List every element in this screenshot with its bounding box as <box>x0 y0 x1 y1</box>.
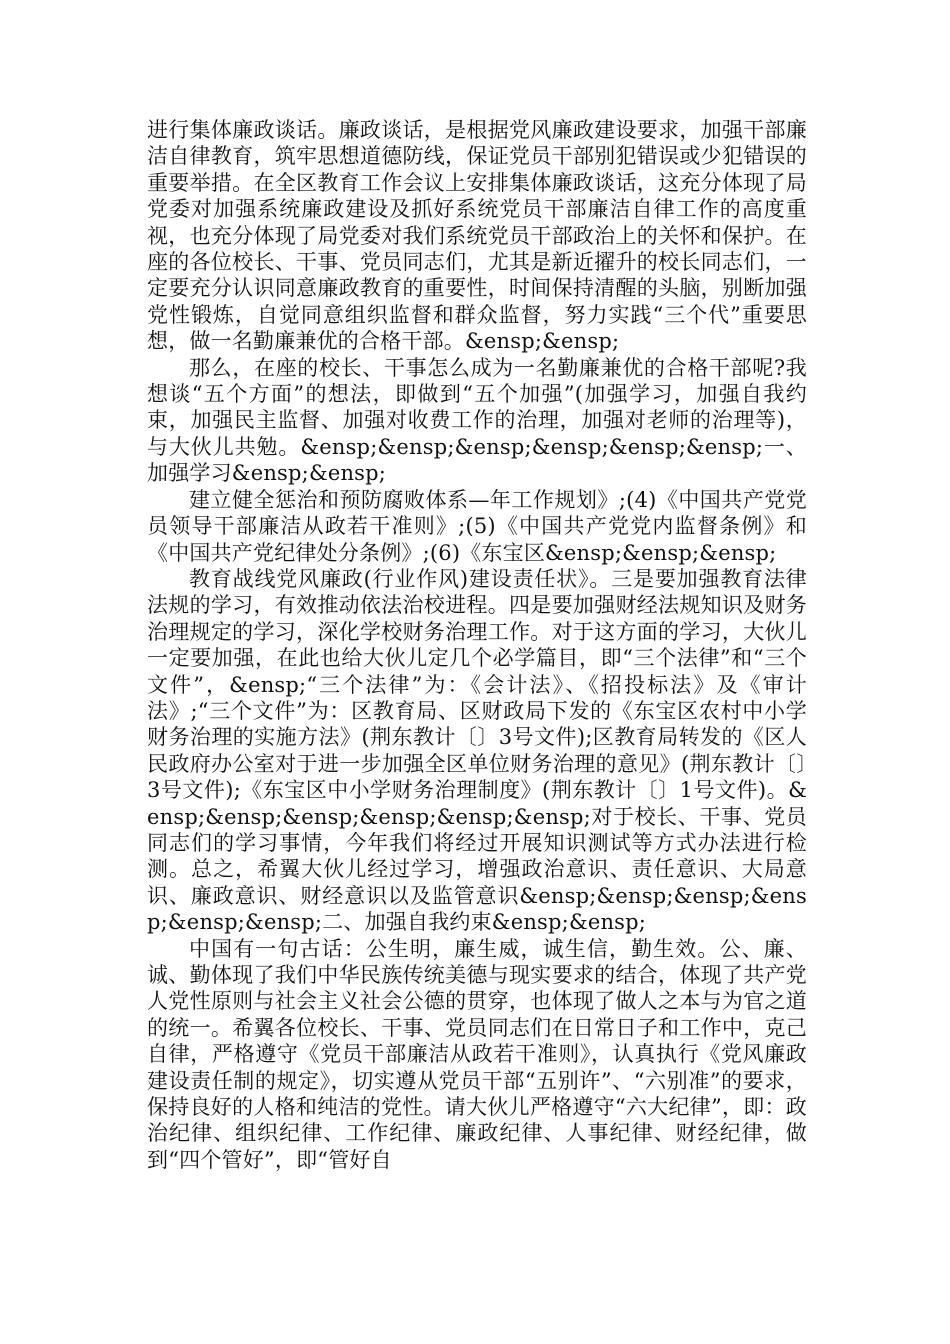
paragraph-5: 中国有一句古话：公生明，廉生威，诚生信，勤生效。公、廉、诚、勤体现了我们中华民族传统美德与现实要求的结合，体现了共产党人党性原则与社会主义社会公德的贯穿，也体现了做人之本与为官之道的统一。希翼各位校长、干事、党员同志们在日常日子和工作中，克己自律，严格遵守《党员干部廉洁从政若干准则》，认真执行《党风廉政建设责任制的规定》，切实遵从党员干部“五别许”、“六别准”的要求，保持良好的人格和纯洁的党性。请大伙儿严格遵守“六大纪律”，即：政治纪律、组织纪律、工作纪律、廉政纪律、人事纪律、财经纪律，做到“四个管好”，即“管好自 <box>147 936 807 1172</box>
paragraph-3: 建立健全惩治和预防腐败体系—年工作规划》;(4)《中国共产党党员领导干部廉洁从政若干准则》;(5)《中国共产党党内监督条例》和《中国共产党纪律处分条例》;(6)《东宝区&ensp;&ensp;&ensp; <box>147 487 807 565</box>
paragraph-1: 进行集体廉政谈话。廉政谈话，是根据党风廉政建设要求，加强干部廉洁自律教育，筑牢思想道德防线，保证党员干部别犯错误或少犯错误的重要举措。在全区教育工作会议上安排集体廉政谈话，这充分体现了局党委对加强系统廉政建设及抓好系统党员干部廉洁自律工作的高度重视，也充分体现了局党委对我们系统党员干部政治上的关怀和保护。在座的各位校长、干事、党员同志们，尤其是新近擢升的校长同志们，一定要充分认识同意廉政教育的重要性，时间保持清醒的头脑，别断加强党性锻炼，自觉同意组织监督和群众监督，努力实践“三个代”重要思想，做一名勤廉兼优的合格干部。&ensp;&ensp; <box>147 118 807 354</box>
paragraph-2: 那么，在座的校长、干事怎么成为一名勤廉兼优的合格干部呢?我想谈“五个方面”的想法，即做到“五个加强”(加强学习，加强自我约束，加强民主监督、加强对收费工作的治理，加强对老师的治理等)，与大伙儿共勉。&ensp;&ensp;&ensp;&ensp;&ensp;&ensp;一、加强学习&ensp;&ensp; <box>147 355 807 486</box>
paragraph-4: 教育战线党风廉政(行业作风)建设责任状》。三是要加强教育法律法规的学习，有效推动依法治校进程。四是要加强财经法规知识及财务治理规定的学习，深化学校财务治理工作。对于这方面的学习，大伙儿一定要加强，在此也给大伙儿定几个必学篇目，即“三个法律”和“三个文件”，&ensp;“三个法律”为：《会计法》、《招投标法》及《审计法》;“三个文件”为：区教育局、区财政局下发的《东宝区农村中小学财务治理的实施方法》(荆东教计〔〕3号文件);区教育局转发的《区人民政府办公室对于进一步加强全区单位财务治理的意见》(荆东教计〔〕3号文件);《东宝区中小学财务治理制度》(荆东教计〔〕1号文件)。&ensp;&ensp;&ensp;&ensp;&ensp;&ensp;对于校长、干事、党员同志们的学习事情，今年我们将经过开展知识测试等方式办法进行检测。总之，希翼大伙儿经过学习，增强政治意识、责任意识、大局意识、廉政意识、财经意识以及监管意识&ensp;&ensp;&ensp;&ensp;&ensp;&ensp;二、加强自我约束&ensp;&ensp; <box>147 566 807 935</box>
document-body <box>147 117 807 1173</box>
